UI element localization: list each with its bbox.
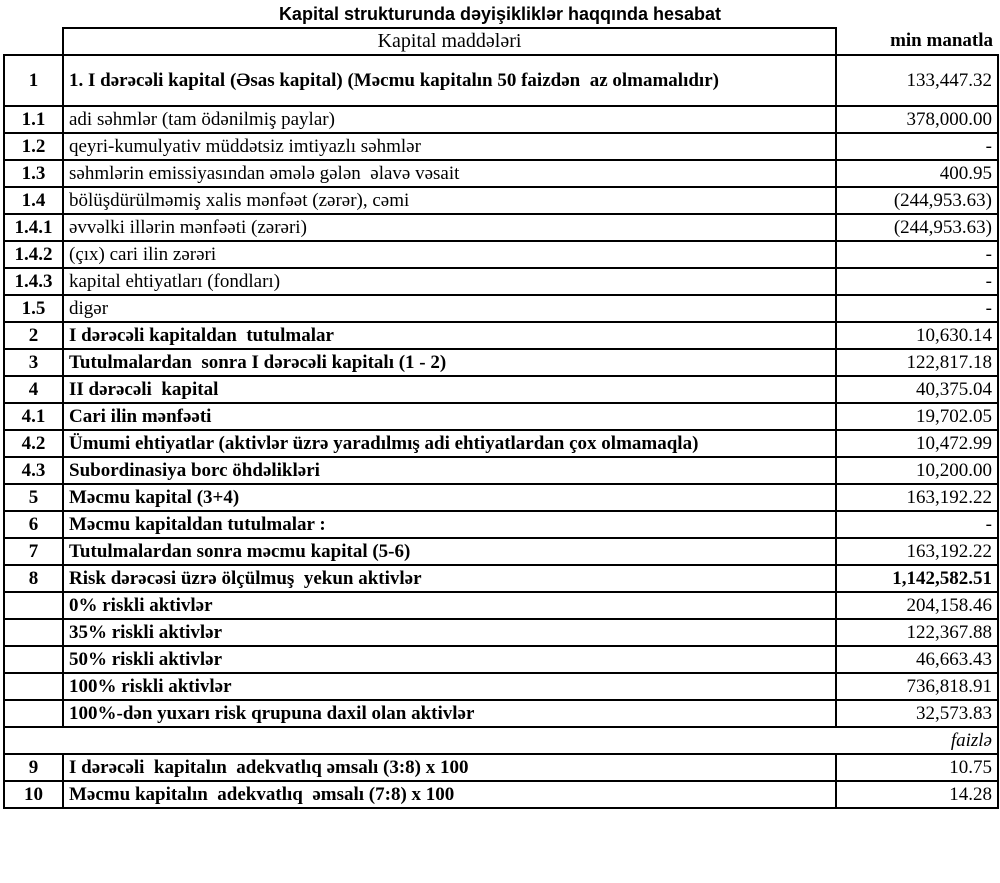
row-label: I dərəcəli kapitaldan tutulmalar	[63, 322, 836, 349]
report-title: Kapital strukturunda dəyişikliklər haqqında hesabat	[278, 4, 722, 24]
row-number: 5	[4, 484, 63, 511]
table-row	[4, 214, 998, 241]
table-row	[4, 727, 998, 754]
row-label: adi səhmlər (tam ödənilmiş paylar)	[63, 106, 836, 133]
row-number: 1.3	[4, 160, 63, 187]
header-items-cell: Kapital maddələri	[63, 28, 836, 55]
row-label: Məcmu kapital (3+4)	[63, 484, 836, 511]
row-number: 4	[4, 376, 63, 403]
row-number: 1.4.1	[4, 214, 63, 241]
row-number: 1.1	[4, 106, 63, 133]
table-row	[4, 754, 998, 781]
row-value: -	[836, 241, 998, 268]
row-label: digər	[63, 295, 836, 322]
row-value: 19,702.05	[836, 403, 998, 430]
row-label: 0% riskli aktivlər	[63, 592, 836, 619]
row-label: 100% riskli aktivlər	[63, 673, 836, 700]
row-value: 40,375.04	[836, 376, 998, 403]
row-value: 204,158.46	[836, 592, 998, 619]
capital-structure-table	[3, 27, 999, 809]
row-number	[4, 646, 63, 673]
row-value: -	[836, 268, 998, 295]
row-label: Cari ilin mənfəəti	[63, 403, 836, 430]
row-value: 133,447.32	[836, 55, 998, 106]
table-row	[4, 106, 998, 133]
table-row	[4, 349, 998, 376]
row-label: 100%-dən yuxarı risk qrupuna daxil olan aktivlər	[63, 700, 836, 727]
table-row	[4, 322, 998, 349]
row-value: 14.28	[836, 781, 998, 808]
header-number-cell	[4, 28, 63, 55]
table-row	[4, 511, 998, 538]
row-label: Subordinasiya borc öhdəlikləri	[63, 457, 836, 484]
row-number: 4.3	[4, 457, 63, 484]
row-label: kapital ehtiyatları (fondları)	[63, 268, 836, 295]
row-number	[4, 592, 63, 619]
table-row	[4, 430, 998, 457]
header-unit-cell: min manatla	[836, 28, 998, 55]
row-number: 10	[4, 781, 63, 808]
row-number: 9	[4, 754, 63, 781]
row-number: 2	[4, 322, 63, 349]
row-number: 7	[4, 538, 63, 565]
row-label: Risk dərəcəsi üzrə ölçülmuş yekun aktivlər	[63, 565, 836, 592]
table-row	[4, 673, 998, 700]
row-number: 1.2	[4, 133, 63, 160]
row-value: 378,000.00	[836, 106, 998, 133]
row-label: 1. I dərəcəli kapital (Əsas kapital) (Məcmu kapitalın 50 faizdən az olmamalıdır)	[63, 55, 836, 106]
row-value: 400.95	[836, 160, 998, 187]
table-row	[4, 295, 998, 322]
row-value: -	[836, 295, 998, 322]
row-number: 4.1	[4, 403, 63, 430]
row-label: I dərəcəli kapitalın adekvatlıq əmsalı (3:8) x 100	[63, 754, 836, 781]
row-number: 1.4.3	[4, 268, 63, 295]
table-body	[4, 28, 998, 808]
table-row	[4, 781, 998, 808]
row-label: 50% riskli aktivlər	[63, 646, 836, 673]
row-label: səhmlərin emissiyasından əmələ gələn əlavə vəsait	[63, 160, 836, 187]
table-row	[4, 268, 998, 295]
table-row	[4, 403, 998, 430]
row-label: Ümumi ehtiyatlar (aktivlər üzrə yaradılmış adi ehtiyatlardan çox olmamaqla)	[63, 430, 836, 457]
row-value: 163,192.22	[836, 484, 998, 511]
row-number: 1.5	[4, 295, 63, 322]
table-row	[4, 700, 998, 727]
table-row	[4, 133, 998, 160]
row-value: (244,953.63)	[836, 187, 998, 214]
row-value: (244,953.63)	[836, 214, 998, 241]
row-number: 1	[4, 55, 63, 106]
row-value: 10,472.99	[836, 430, 998, 457]
row-label: II dərəcəli kapital	[63, 376, 836, 403]
row-label: 35% riskli aktivlər	[63, 619, 836, 646]
row-label: qeyri-kumulyativ müddətsiz imtiyazlı səhmlər	[63, 133, 836, 160]
row-value: 122,367.88	[836, 619, 998, 646]
row-number: 8	[4, 565, 63, 592]
table-row	[4, 160, 998, 187]
unit-note: faizlə	[4, 727, 998, 754]
row-label: Məcmu kapitalın adekvatlıq əmsalı (7:8) x 100	[63, 781, 836, 808]
row-number: 4.2	[4, 430, 63, 457]
table-row	[4, 55, 998, 106]
row-value: -	[836, 511, 998, 538]
table-row	[4, 565, 998, 592]
row-number: 1.4.2	[4, 241, 63, 268]
row-value: 32,573.83	[836, 700, 998, 727]
table-row	[4, 592, 998, 619]
table-row	[4, 457, 998, 484]
row-value: 122,817.18	[836, 349, 998, 376]
row-number	[4, 619, 63, 646]
table-row	[4, 376, 998, 403]
row-label: Tutulmalardan sonra məcmu kapital (5-6)	[63, 538, 836, 565]
row-value: 10,630.14	[836, 322, 998, 349]
table-row	[4, 646, 998, 673]
row-number: 3	[4, 349, 63, 376]
row-value: 736,818.91	[836, 673, 998, 700]
row-value: 46,663.43	[836, 646, 998, 673]
table-row	[4, 619, 998, 646]
row-label: əvvəlki illərin mənfəəti (zərəri)	[63, 214, 836, 241]
row-value: 1,142,582.51	[836, 565, 998, 592]
table-row	[4, 538, 998, 565]
row-number: 1.4	[4, 187, 63, 214]
row-value: 10,200.00	[836, 457, 998, 484]
row-label: Məcmu kapitaldan tutulmalar :	[63, 511, 836, 538]
row-label: Tutulmalardan sonra I dərəcəli kapitalı (1 - 2)	[63, 349, 836, 376]
row-value: 10.75	[836, 754, 998, 781]
row-label: (çıx) cari ilin zərəri	[63, 241, 836, 268]
row-number	[4, 673, 63, 700]
table-row	[4, 241, 998, 268]
row-number: 6	[4, 511, 63, 538]
row-value: -	[836, 133, 998, 160]
table-row	[4, 484, 998, 511]
row-number	[4, 700, 63, 727]
table-header-row	[4, 28, 998, 55]
table-row	[4, 187, 998, 214]
row-label: bölüşdürülməmiş xalis mənfəət (zərər), cəmi	[63, 187, 836, 214]
row-value: 163,192.22	[836, 538, 998, 565]
